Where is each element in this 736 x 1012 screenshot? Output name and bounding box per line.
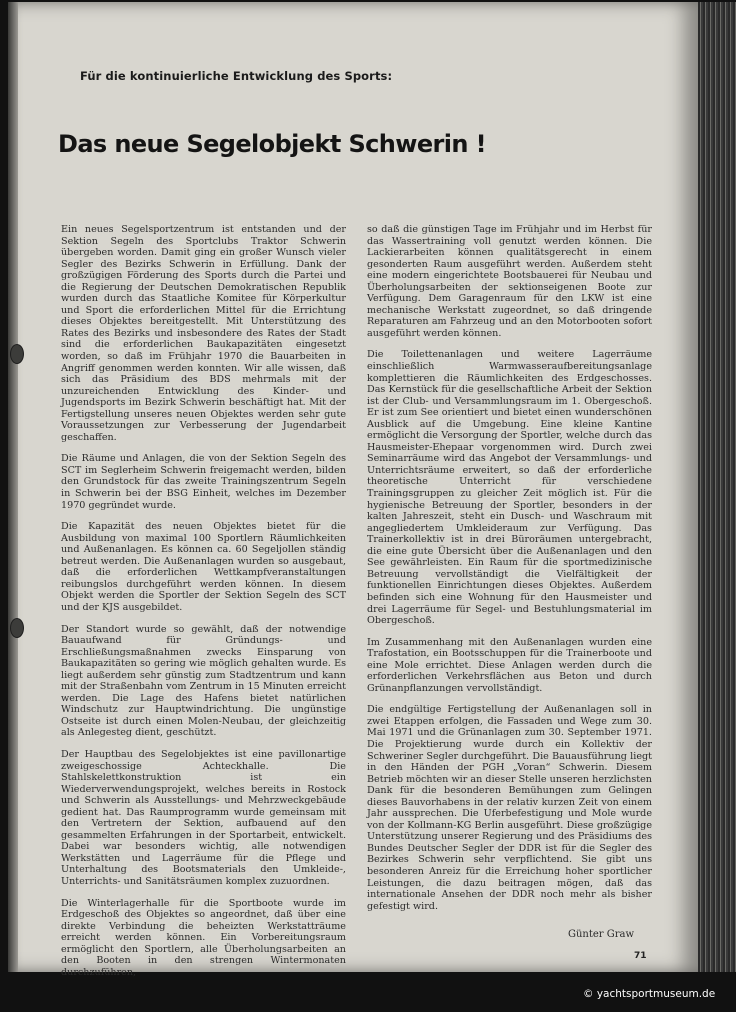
paragraph: Die Kapazität des neuen Objektes bietet für die Ausbildung von maximal 100 Sportlern Räumlichkeiten und Außenanlagen. Es können ca. 60 Segeljollen ständig betreut werden. Die Außenanlagen wurden so ausgebaut, daß die erforderlichen Wettkampfveranstaltungen reibungslos durchgeführt werden können. In diesem Objekt werden die Sportler der Sektion Segeln des SCT und der KJS ausgebildet.: [61, 521, 346, 613]
paragraph: Der Hauptbau des Segelobjektes ist eine pavillonartige zweigeschossige Achteckhalle. Die Stahlskelettkonstruktion ist ein Wiederverwendungsprojekt, welches bereits in Rostock und Schwerin als Ausstellungs- und Mehrzweckgebäude gedient hat. Das Raumprogramm wurde gemeinsam mit den Vertretern der Sektion, aufbauend auf den gesammelten Erfahrungen in der Sportarbeit, entwickelt. Dabei war besonders wichtig, alle notwendigen Werkstätten und Lagerräume für die Pflege und Unterhaltung des Bootsmaterials den Umkleide-, Unterrichts- und Sanitätsräumen komplex zuzuordnen.: [61, 748, 346, 887]
left-text-column: [61, 224, 346, 988]
magazine-page: [8, 2, 698, 978]
paragraph: Die Winterlagerhalle für die Sportboote wurde im Erdgeschoß des Objektes so angeordnet, daß über eine direkte Verbindung die beheizten Werkstatträume erreicht werden können. Ein Vorbereitungsraum ermöglicht den Sportlern, alle Überholungsarbeiten an den Booten in den strengen Wintermonaten durchzuführen,: [61, 897, 346, 978]
right-text-column: [367, 224, 652, 922]
binding-hole: [10, 618, 24, 638]
paragraph: Im Zusammenhang mit den Außenanlagen wurden eine Trafostation, ein Bootsschuppen für die Trainerboote und eine Mole errichtet. Diese Anlagen werden durch die erforderlichen Verkehrsflächen aus Beton und durch Grünanpflanzungen vervollständigt.: [367, 636, 652, 694]
paragraph: so daß die günstigen Tage im Frühjahr und im Herbst für das Wassertraining voll genutzt werden können. Die Lackierarbeiten können qualitätsgerecht in einem gesonderten Raum ausgeführt werden. Außerdem steht eine modern eingerichtete Bootsbauerei für Neubau und Überholungsarbeiten der sektionseigenen Boote zur Verfügung. Dem Garagenraum für den LKW ist eine mechanische Werkstatt zugeordnet, so daß dringende Reparaturen am Fahrzeug und an den Motorbooten sofort ausgeführt werden können.: [367, 224, 652, 339]
article-headline: Das neue Segelobjekt Schwerin !: [58, 130, 486, 158]
paragraph: Die Räume und Anlagen, die von der Sektion Segeln des SCT im Seglerheim Schwerin freigemacht werden, bilden den Grundstock für das zweite Trainingszentrum Segeln in Schwerin bei der BSG Einheit, welches im Dezember 1970 gegründet wurde.: [61, 453, 346, 511]
binding-hole: [10, 344, 24, 364]
author-signature: Günter Graw: [568, 929, 635, 940]
book-page-edges: [698, 2, 736, 972]
article-kicker: Für die kontinuierliche Entwicklung des Sports:: [80, 69, 393, 83]
page-number: 71: [634, 951, 647, 961]
page-spine: [8, 2, 18, 972]
copyright-watermark: © yachtsportmuseum.de: [583, 988, 716, 1000]
paragraph: Der Standort wurde so gewählt, daß der notwendige Bauaufwand für Gründungs- und Erschließungsmaßnahmen zwecks Einsparung von Baukapazitäten so gering wie möglich gehalten wurde. Es liegt außerdem sehr günstig zum Stadtzentrum und kann mit der Straßenbahn vom Zentrum in 15 Minuten erreicht werden. Die Lage des Hafens bietet natürlichen Windschutz zur Hauptwindrichtung. Die ungünstige Ostseite ist durch einen Molen-Neubau, der gleichzeitig als Anlegesteg dient, geschützt.: [61, 623, 346, 739]
paragraph: Ein neues Segelsportzentrum ist entstanden und der Sektion Segeln des Sportclubs Traktor Schwerin übergeben worden. Damit ging ein großer Wunsch vieler Segler des Bezirks Schwerin in Erfüllung. Dank der großzügigen Förderung des Sports durch die Partei und die Regierung der Deutschen Demokratischen Republik wurden durch das Staatliche Komitee für Körperkultur und Sport die erforderlichen Mittel für die Errichtung dieses Objektes bereitgestellt. Mit Unterstützung des Rates des Bezirks und insbesondere des Rates der Stadt sind die erforderlichen Baukapazitäten eingesetzt worden, so daß im Frühjahr 1970 die Bauarbeiten in Angriff genommen werden konnten. Wir alle wissen, daß sich das Präsidium des BDS mehrmals mit der unzureichenden Entwicklung des Kinder- und Jugendsports im Bezirk Schwerin beschäftigt hat. Mit der Fertigstellung unseres neuen Objektes werden sehr gute Voraussetzungen zur Verbesserung der Jugendarbeit geschaffen.: [61, 224, 346, 443]
paragraph: Die Toilettenanlagen und weitere Lagerräume einschließlich Warmwasseraufbereitungsanlage komplettieren die Räumlichkeiten des Erdgeschosses. Das Kernstück für die gesellschaftliche Arbeit der Sektion ist der Club- und Versammlungsraum im 1. Obergeschoß. Er ist zum See orientiert und bietet einen wunderschönen Ausblick auf die Umgebung. Eine kleine Kantine ermöglicht die Versorgung der Sportler, welche durch das Hausmeister-Ehepaar vorgenommen wird. Durch zwei Seminarräume wird das Angebot der Versammlungs- und Unterrichtsräume erweitert, so daß der erforderliche theoretische Unterricht für verschiedene Trainingsgruppen zu gleicher Zeit möglich ist. Für die hygienische Betreuung der Sportler, besonders in der kalten Jahreszeit, steht ein Dusch- und Waschraum mit angegliedertem Umkleideraum zur Verfügung. Das Trainerkollektiv ist in drei Büroräumen untergebracht, die eine gute Übersicht über die Außenanlagen und den See gewährleisten. Ein Raum für die sportmedizinische Betreuung vervollständigt die Vielfältigkeit der funktionellen Einrichtungen dieses Objektes. Außerdem befinden sich eine Wohnung für den Hausmeister und drei Lagerräume für Segel- und Bestuhlungsmaterial im Obergeschoß.: [367, 349, 652, 627]
paragraph: Die endgültige Fertigstellung der Außenanlagen soll in zwei Etappen erfolgen, die Fassaden und Wege zum 30. Mai 1971 und die Grünanlagen zum 30. September 1971. Die Projektierung wurde durch ein Kollektiv der Schweriner Segler durchgeführt. Die Bauausführung liegt in den Händen der PGH „Voran“ Schwerin. Diesem Betrieb möchten wir an dieser Stelle unseren herzlichsten Dank für die besonderen Bemühungen zum Gelingen dieses Bauvorhabens in der relativ kurzen Zeit von einem Jahr aussprechen. Die Uferbefestigung und Mole wurde von der Kollmann-KG Berlin ausgeführt. Diese großzügige Unterstützung unserer Regierung und des Präsidiums des Bundes Deutscher Segler der DDR ist für die Segler des Bezirkes Schwerin sehr verpflichtend. Sie gibt uns besonderen Anreiz für die Erreichung hoher sportlicher Leistungen, die dazu beitragen mögen, daß das internationale Ansehen der DDR noch mehr als bisher gefestigt wird.: [367, 704, 652, 912]
